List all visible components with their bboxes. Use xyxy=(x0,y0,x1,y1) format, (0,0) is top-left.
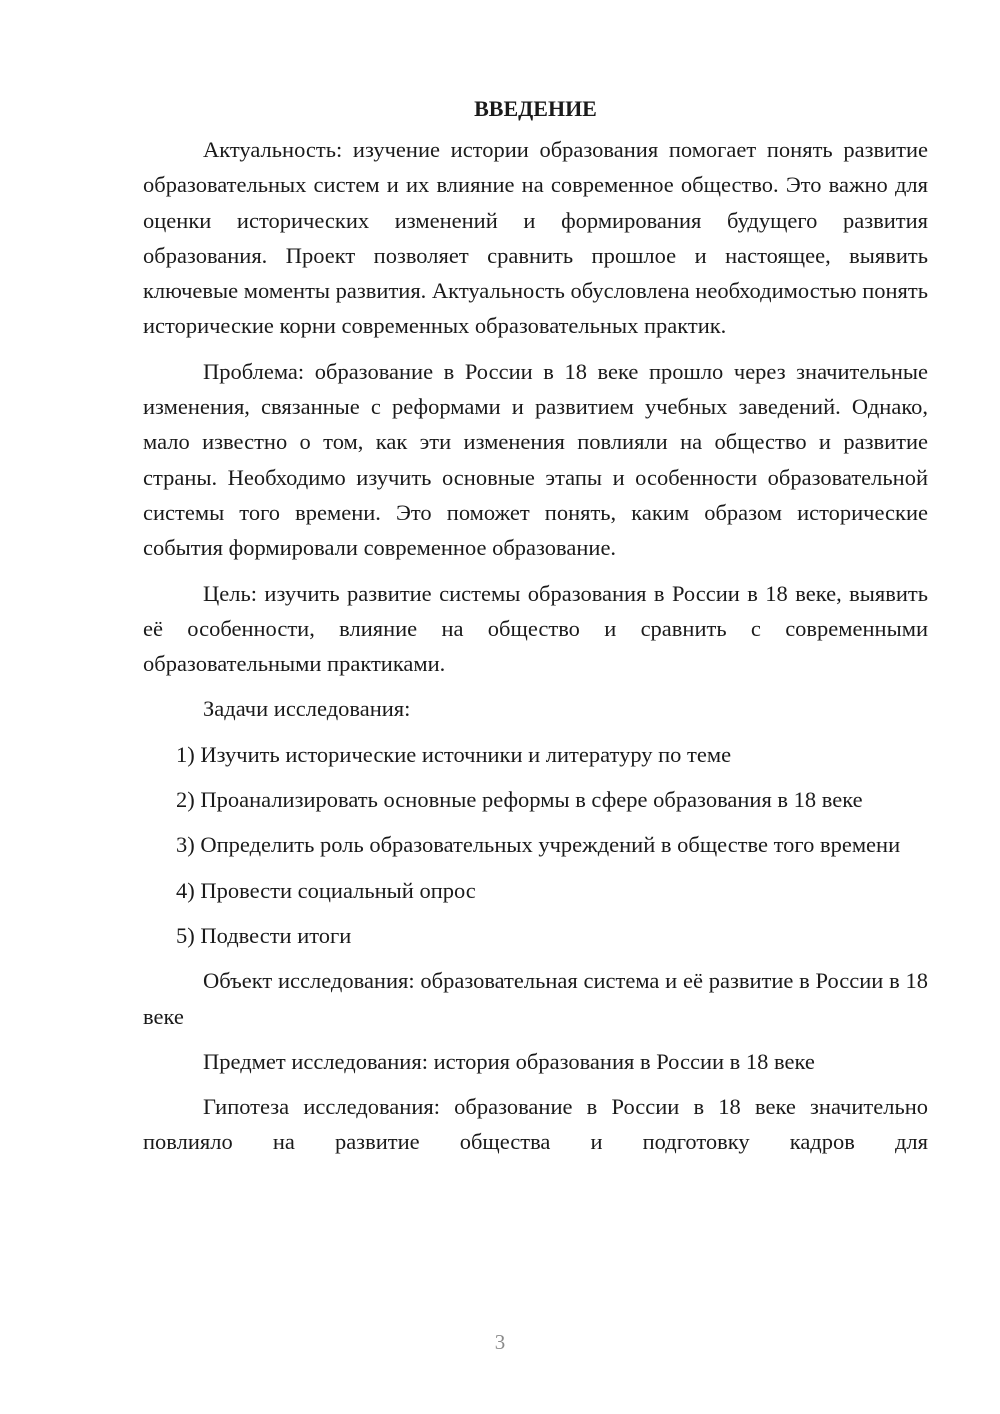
paragraph-object: Объект исследования: образовательная система и её развитие в России в 18 веке xyxy=(143,968,928,1029)
paragraph-problem: Проблема: образование в России в 18 веке прошло через значительные изменения, связанные с реформами и развитием учебных заведений. Однако, мало известно о том, как эти изменения повлияли на общество и развитие страны. Необходимо изучить основные этапы и особенности образовательной системы того времени. Это поможет понять, каким образом исторические события формировали современное образование. xyxy=(143,358,928,561)
task-item-1: 1) Изучить исторические источники и литературу по теме xyxy=(176,741,732,767)
document-page xyxy=(143,90,928,1160)
page-title: ВВЕДЕНИЕ xyxy=(474,96,597,121)
task-item-5: 5) Подвести итоги xyxy=(176,922,352,948)
tasks-title: Задачи исследования: xyxy=(203,696,411,722)
paragraph-goal: Цель: изучить развитие системы образования в России в 18 веке, выявить её особенности, влияние на общество и сравнить с современными образовательными практиками. xyxy=(143,580,928,677)
page-number: 3 xyxy=(494,1330,506,1354)
task-item-2: 2) Проанализировать основные реформы в сфере образования в 18 веке xyxy=(176,787,863,813)
paragraph-hypothesis: Гипотеза исследования: образование в России в 18 веке значительно повлияло на развитие общества и подготовку кадров для xyxy=(143,1094,928,1155)
paragraph-relevance: Актуальность: изучение истории образования помогает понять развитие образовательных систем и их влияние на современное общество. Это важно для оценки исторических изменений и формирования будущего развития образования. Проект позволяет сравнить прошлое и настоящее, выявить ключевые моменты развития. Актуальность обусловлена необходимостью понять исторические корни современных образовательных практик. xyxy=(143,137,928,339)
paragraph-subject: Предмет исследования: история образования в России в 18 веке xyxy=(203,1048,815,1074)
task-item-3: 3) Определить роль образовательных учреждений в обществе того времени xyxy=(176,832,901,858)
task-item-4: 4) Провести социальный опрос xyxy=(176,877,476,903)
